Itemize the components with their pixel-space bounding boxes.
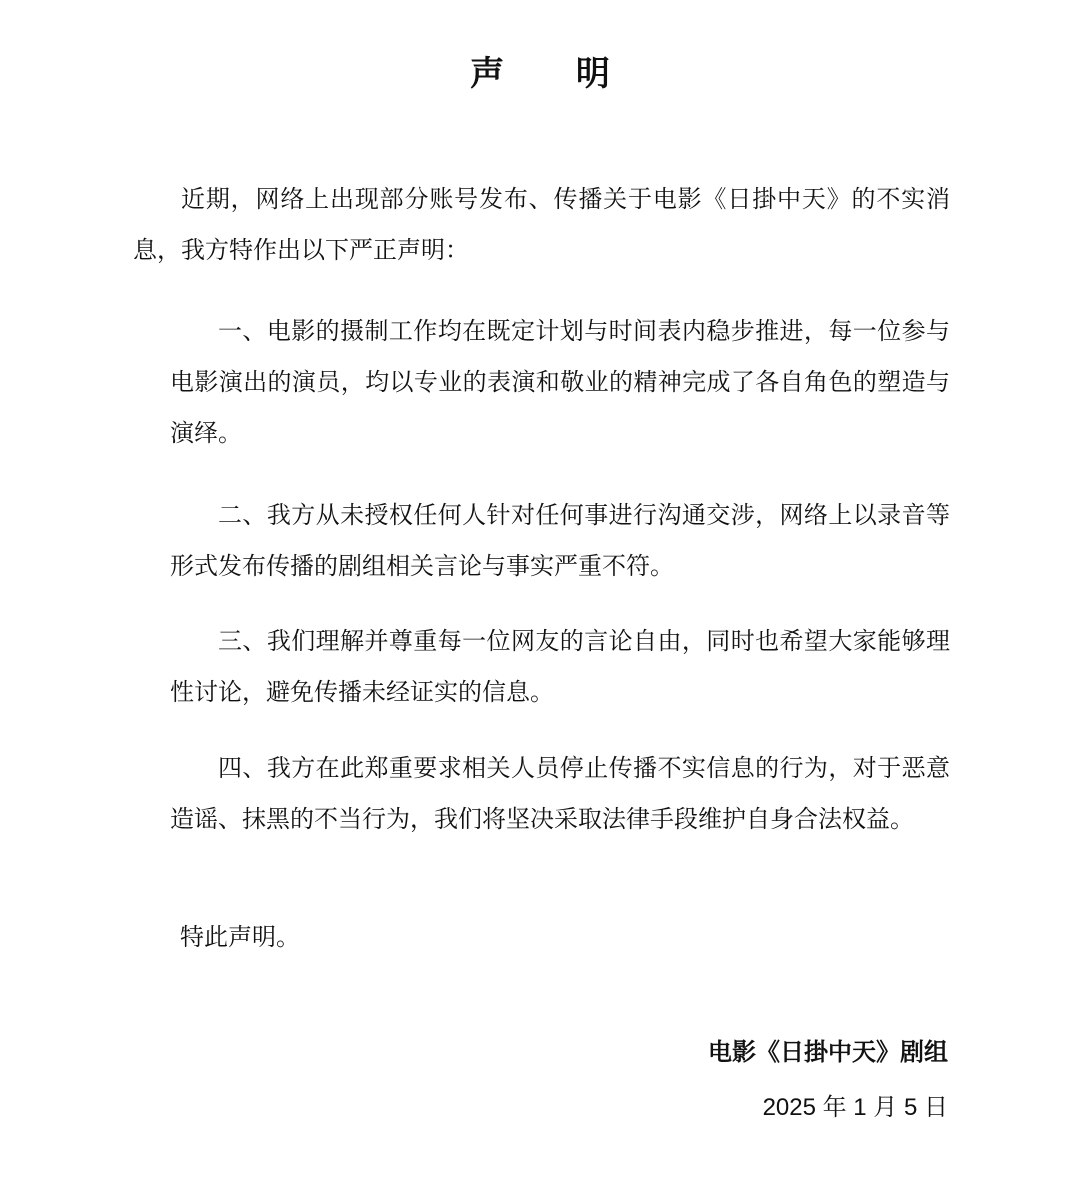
- statement-date: 2025 年 1 月 5 日: [762, 1094, 948, 1121]
- statement-item-2: 二、我方从未授权任何人针对任何事进行沟通交涉，网络上以录音等形式发布传播的剧组相关言论与事实严重不符。: [170, 501, 950, 580]
- statement-item-4: 四、我方在此郑重要求相关人员停止传播不实信息的行为，对于恶意造谣、抹黑的不当行为，我们将坚决采取法律手段维护自身合法权益。: [170, 754, 950, 833]
- closing-line: 特此声明。: [180, 923, 300, 951]
- statement-item-3: 三、我们理解并尊重每一位网友的言论自由，同时也希望大家能够理性讨论，避免传播未经证实的信息。: [170, 627, 950, 706]
- signature: 电影《日掛中天》剧组: [708, 1037, 948, 1066]
- document-title: 声 明: [470, 54, 640, 94]
- intro-paragraph: 近期，网络上出现部分账号发布、传播关于电影《日掛中天》的不实消息，我方特作出以下严正声明：: [133, 185, 950, 264]
- statement-item-1: 一、电影的摄制工作均在既定计划与时间表内稳步推进，每一位参与电影演出的演员，均以专业的表演和敬业的精神完成了各自角色的塑造与演绎。: [170, 317, 950, 447]
